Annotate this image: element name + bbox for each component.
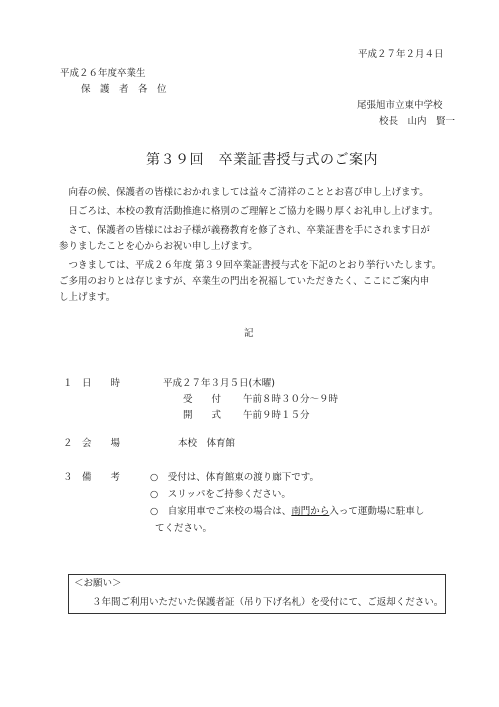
note-slippers: ○ スリッパをご持参ください。 (150, 489, 291, 500)
item-reception-label: 受 付 (183, 394, 222, 405)
document-title: 第３９回 卒業証書授与式のご案内 (146, 152, 378, 168)
note-parking-pre: ○ 自家用車でご来校の場合は、 (150, 506, 292, 517)
sender-school: 尾張旭市立東中学校 (357, 100, 443, 111)
body-line: つきましては、平成２６年度 第３９回卒業証書授与式を下記のとおり挙行いたします。 (59, 260, 442, 271)
item-opening-value: 午前９時１５分 (243, 410, 310, 421)
item-notes-label: ３ 備 考 (63, 472, 121, 483)
item-date-label: １ 日 時 (63, 378, 121, 389)
ki-heading: 記 (244, 328, 254, 339)
body-line: し上げます。 (59, 292, 116, 303)
note-parking (150, 505, 424, 518)
body-line: さて、保護者の皆様にはお子様が義務教育を修了され、卒業証書を手にされます日が (59, 225, 430, 236)
item-date-value: 平成２７年３月５日(木曜) (163, 378, 275, 389)
body-line: ご多用のおりとは存じますが、卒業生の門出を祝福していただきたく、ここにご案内申 (59, 276, 430, 287)
recipient-class: 平成２６年度卒業生 (60, 68, 146, 79)
note-parking-south-gate: 南門から (291, 506, 330, 517)
note-parking-continued: てください。 (155, 523, 213, 534)
item-venue-label: ２ 会 場 (63, 438, 121, 449)
recipient-guardians: 保 護 者 各 位 (81, 84, 167, 95)
body-line: 向春の候、保護者の皆様におかれましては益々ご清祥のこととお喜び申し上げます。 (59, 187, 429, 198)
request-text: ３年間ご利用いただいた保護者証（吊り下げ名札）を受付にて、ご返却ください。 (92, 597, 444, 608)
note-parking-post: 入って運動場に駐車し (329, 506, 425, 517)
item-venue-value: 本校 体育館 (178, 438, 236, 449)
body-line: 参りましたことを心からお祝い申し上げます。 (59, 241, 258, 252)
note-reception-location: ○ 受付は、体育館東の渡り廊下です。 (150, 472, 320, 483)
request-heading: ＜お願い＞ (74, 578, 122, 589)
body-line: 日ごろは、本校の教育活動推進に格別のご理解とご協力を賜り厚くお礼申し上げます。 (59, 206, 439, 217)
document-date: 平成２７年２月４日 (358, 49, 444, 60)
sender-principal: 校長 山内 賢一 (379, 116, 456, 127)
item-opening-label: 開 式 (183, 410, 222, 421)
item-reception-value: 午前８時３０分～９時 (243, 394, 339, 405)
